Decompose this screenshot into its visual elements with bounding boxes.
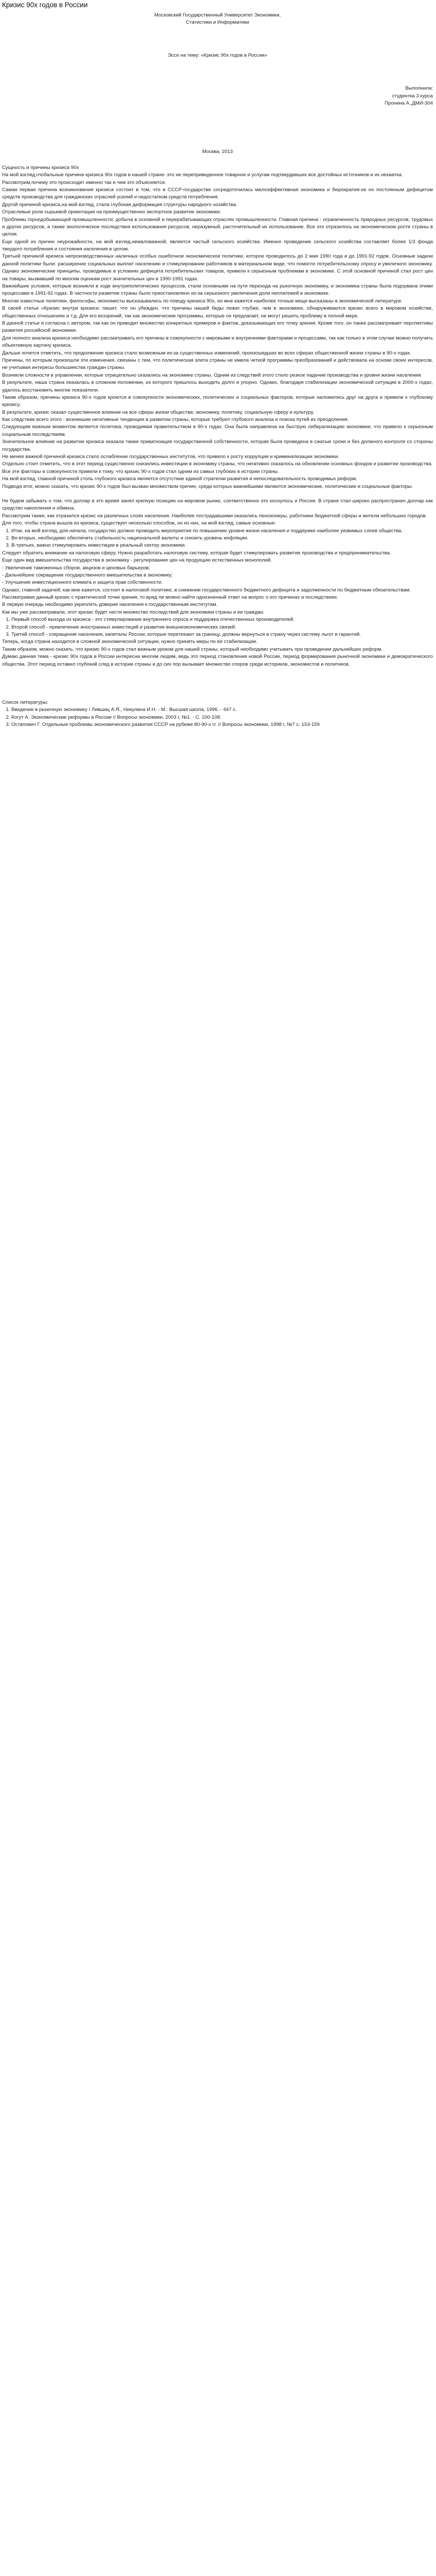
paragraph: Не менее важной причиной кризиса стало ослабление государственных институтов, что привело к росту коррупции и криминализации экономики. [2,454,339,460]
paragraph: Следует обратить внимание на налоговую сферу. Нужно разработать налоговую систему, которая будет стимулировать развитие производства и предпринимательства. [2,550,391,556]
paragraph: Как следствие всего этого - возникшие негативные тенденции в развитии страны, которые требуют глубокого анализа и поиска путей их преодоления. [2,417,349,423]
literature-list [2,706,433,728]
document-page [0,1,436,2576]
list-item: 1. Первый способ выхода из кризиса - это стимулирование внутреннего спроса и поддержка отечественных производителей. [11,616,433,623]
paragraph: Таким образом, можно сказать, что кризис 90-х годов стал важным уроком для нашей страны, который необходимо учитывать при проведении дальнейших реформ. [2,646,382,652]
paragraph: Все эти факторы в совокупности привели к тому, что кризис 90-х годов стал одним из самых глубоких в истории страны. [2,468,279,474]
university-name: Московский Государственный Университет Экономики, [154,12,281,18]
paragraph: На мой взгляд,глобальные причина кризиса 90х годов в нашей стране- это не переприведенное товарное и услугам подтвердивших все достойных источников и их нехватка. [2,172,403,178]
paragraph: Рассмотрим также, как отразился кризис на различных слоях населения. Наиболее пострадавшими оказались пенсионеры, работники бюджетной сферы и жители небольших городов. [2,513,427,519]
literature-item: 2. Когут А. Экономические реформы в России // Вопросы экономики, 2003 г, №1. - С. 100-108. [11,714,433,721]
paragraph: Важнейшие условия, которые возникли в ходе внутриполитических процессов, стали основными на пути перехода на рыночную экономику, и экономика страны была подорвана этими процессами в 1991-92 годах. В частности развитие страны было приостановлено из-за серьезного увеличения доли неплатежей в экономике. [2,283,433,297]
paragraph: Как мы уже рассматривали, этот кризис будет нести множество последствий для экономики страны и ее граждан. [2,609,265,615]
numbered-list [2,528,433,550]
numbered-list [2,616,433,638]
paragraph: Не будем забывать о том, что доллар в это время занял крепкую позицию на мировом рынке, соответственно это коснулось и России. В стране стал широко распространен доллар как средство накопления и обмена. [2,498,433,512]
essay-topic: Эссе на тему: «Кризис 90х годов в России» [167,53,268,59]
document-title: Кризис 90х годов в России [2,1,88,9]
paragraph: - Улучшение инвестиционного климата и защита прав собственности. [2,580,163,586]
paragraph: В результате, кризис оказал существенное влияние на все сферы жизни общества: экономику, политику, социальную сферу и культуру. [2,409,315,415]
paragraph: Таким образом, причины кризиса 90-х годов кроются в совокупности экономических, политических и социальных факторов, которые наложились друг на друга и привели к глубокому кризису. [2,394,433,408]
literature-item: 1. Введение в рыночную экономику / Лившиц А.Я., Никулина И.Н. - М.: Высшая школа, 1996. - 447 с. [11,706,433,714]
paragraph: Дальше хочется отметить, что продолжение кризиса стало возможным из-за существенных изменений, произошедших во всех сферах общественной жизни страны в 90-х годах. [2,350,412,356]
paragraph: Теперь, когда страна находится в сложной экономической ситуации, нужно принять меры по ее стабилизации. [2,639,257,645]
paragraph: Отдельно стоит отметить, что в этот период существенно снизились инвестиции в экономику страны, что негативно сказалось на обновлении основных фондов и развитии производства. [2,461,433,467]
list-item: 3. В-третьих, важно стимулировать инвестиции в реальный сектор экономики. [11,542,433,549]
author-label: Выполнила: [405,86,433,92]
paragraph: Подводя итог, можно сказать, что кризис 90-х годов был вызван множеством причин, среди которых важнейшими являются экономические, политические и социальные факторы. [2,483,413,489]
list-item: 2. Второй способ - привлечение иностранных инвестиций и развитие внешнеэкономических связей. [11,624,433,631]
literature-block [2,699,433,729]
paragraph: Для того, чтобы страна вышла из кризиса, существует несколько способов, но из них, на мой взгляд, самые основные: [2,520,276,527]
faculty-name: Статистики и Информатики [186,20,249,26]
paragraph: Рассматривая данный кризис с практической точки зрения, то вряд ли можно найти однозначный ответ на вопрос о его причинах и последствиях. [2,595,339,601]
paragraph: В данной статье я согласна с автором, так как он приводит множество конкретных примеров и фактов, доказывающих его точку зрения. Кроме того, он также рассматривает перспективы развития российской экономики. [2,320,433,334]
paragraph: В своей статье «Кризис внутри кризиса: пишет, что он убежден, что причины нашей беды лежат глубже, чем в экономике, обнаруживаются кризис всего в мировом хозяйстве, общественных отношениях и т.д. Для его воззрений, так как экономические программы, которые он предлагает, не могут решить проблему в полной мере. [2,306,433,319]
paragraph: Значительное влияние на развитие кризиса оказала также приватизация государственной собственности, которая была проведена в сжатые сроки и без должного контроля со стороны государства. [2,439,433,452]
paragraph: В первую очередь необходимо укреплять доверие населения к государственным институтам. [2,602,218,608]
paragraph: В результате, наша страна оказалась в сложном положении, из которого пришлось выходить долго и упорно. Однако, благодаря стабилизации экономической ситуации в 2000-х годах, удалось восстановить многие показатели. [2,380,433,393]
author-block [2,85,433,107]
literature-item: 3. Остапович Г. Отдельные проблемы экономического развития СССР на рубеже 80-90-х гг. // Вопросы экономики, 1998 г, №7 с. 153-159 [11,721,433,728]
paragraph: Третьей причиной кризиса непроизводственных наличных особых ошибочное экономическое политики, которое проводилось до 2 мая 1990 года и до 1991-92 годов. Основные задачи данной политики были: расширение социальных выплат населению и стимулирование работников в материальном виде, что помогло потребительскому спросу и увеличило экономику. Однако экономические принципы, проводимые в условиях дефицита потребительских товаров, привели к серьезным проблемам в экономике. С этой основной причиной стал рост цен на товары, вызвавший по многим оценкам рост значительных цен в 1990-1991 годах. [2,253,433,282]
paragraph: Думаю данная тема - кризис 90х годов в России интересна многим людям, ведь это период становления новой России, период формирования рыночной экономики и демократического общества. Этот период оставил глубокий след в истории страны и до сих пор вызывает множество споров среди историков, экономистов и политиков. [2,654,433,667]
list-item: 1. Итак, на мой взгляд, для начала, государство должно проводить мероприятия по повышению уровня жизни населения и поддержке наиболее уязвимых слоев общества. [11,528,433,535]
literature-title: Список литературы: [2,699,48,705]
paragraph: Следующим важным моментом является политика, проводимая правительством в 90-х годах. Она была направлена на быструю либерализацию экономики, что привело к серьезным социальным последствиям. [2,424,433,437]
title-page-header [2,12,433,27]
paragraph: - Дальнейшее сокращение государственного вмешательства в экономику; [2,572,173,578]
section-heading: Сущность и причины кризиса 90х [2,164,79,171]
paragraph: Рассмотрим,почему это происходит именно так и чем это объясняется. [2,179,166,185]
paragraph: - Увеличение таможенных сборов, акцизов и ценовых барьеров; [2,565,150,571]
paragraph: Другой причиной кризиса,на мой взгляд, стала глубокая деформация структуры народного хозяйства. [2,201,237,208]
paragraph: Еще одной из причин неурожайности, на мой взгляд,немаловажной, является частый сельского хозяйства. Именно проведение сельского хозяйства составляет более 1/3 фонда твердого потребления и состояния населения в целом. [2,239,433,252]
author-name: Пронина А.,ДМИ-304 [385,100,433,107]
list-item: 2. Во-вторых, необходимо обеспечить стабильность национальной валюты и снизить уровень инфляции. [11,535,433,542]
paragraph: Еще один вид вмешательства государства в экономику - регулирование цен на продукцию естественных монополий. [2,557,272,564]
city-year: Москва, 2013 [202,149,233,155]
paragraph: Возникли сложности в управлении, которые отрицательно сказались на экономике страны. Одним из следствий этого стало резкое падение производства и уровня жизни населения. [2,372,423,378]
paragraph: Однако, главной задачей, как мне кажется, состоит в налоговой политике, в снижении государственного бюджетного дефицита и задолженности по бюджетным обязательствам. [2,587,411,593]
paragraph: Самая первая причина возникновения кризиса состоит в том, что в СССР-государстве сосредоточилась малоэффективная экономика и бюрократия-хе но постоянным дефицитом средств производства для гражданских отраслей усилий и недостатком средств потребления. [2,187,433,200]
paragraph: Причины, по которым произошли эти изменения, связаны с тем, что политическая элита страны не имела четкой программы преобразований и действовала на основе своих интересов, не учитывая интересы большинства граждан страны. [2,357,433,371]
paragraph: Отраслевые роли сырьевой ориентации на преимущественно экспортное развитие экономики. [2,209,221,215]
paragraph: На мой взгляд, главной причиной столь глубокого кризиса является отсутствие единой стратегии развития и непоследовательность проводимых реформ. [2,476,357,482]
author-course: студентка 3 курса [392,93,433,99]
paragraph: Проблемы горнодобывающей промышленности: добыча в основной и перерабатывающих отраслях промышленности. Главная причина - ограниченность природных ресурсов, трудовых и других ресурсов, а также экологическое последствия использования ресурсов, неразумный, расточительный их использование. Все это отразилось на экономическом росте страны в целом. [2,216,433,238]
paragraph: Для полного анализа кризиса необходимо рассматривать его причины в совокупности с мировыми и внутренними факторами и процессами, так как только в этом случае можно получить объективную картину кризиса. [2,335,433,349]
essay-body [2,164,433,668]
list-item: 3. Третий способ - сокращение населения, капиталы России, которые перетекают за границу, должны вернуться в страну через систему льгот и гарантий. [11,631,433,638]
paragraph: Многие известные политики, философы, экономисты высказывались по поводу кризиса 90х, но мне кажется наиболее точные вещи высказаны в экономической литературе. [2,298,403,304]
